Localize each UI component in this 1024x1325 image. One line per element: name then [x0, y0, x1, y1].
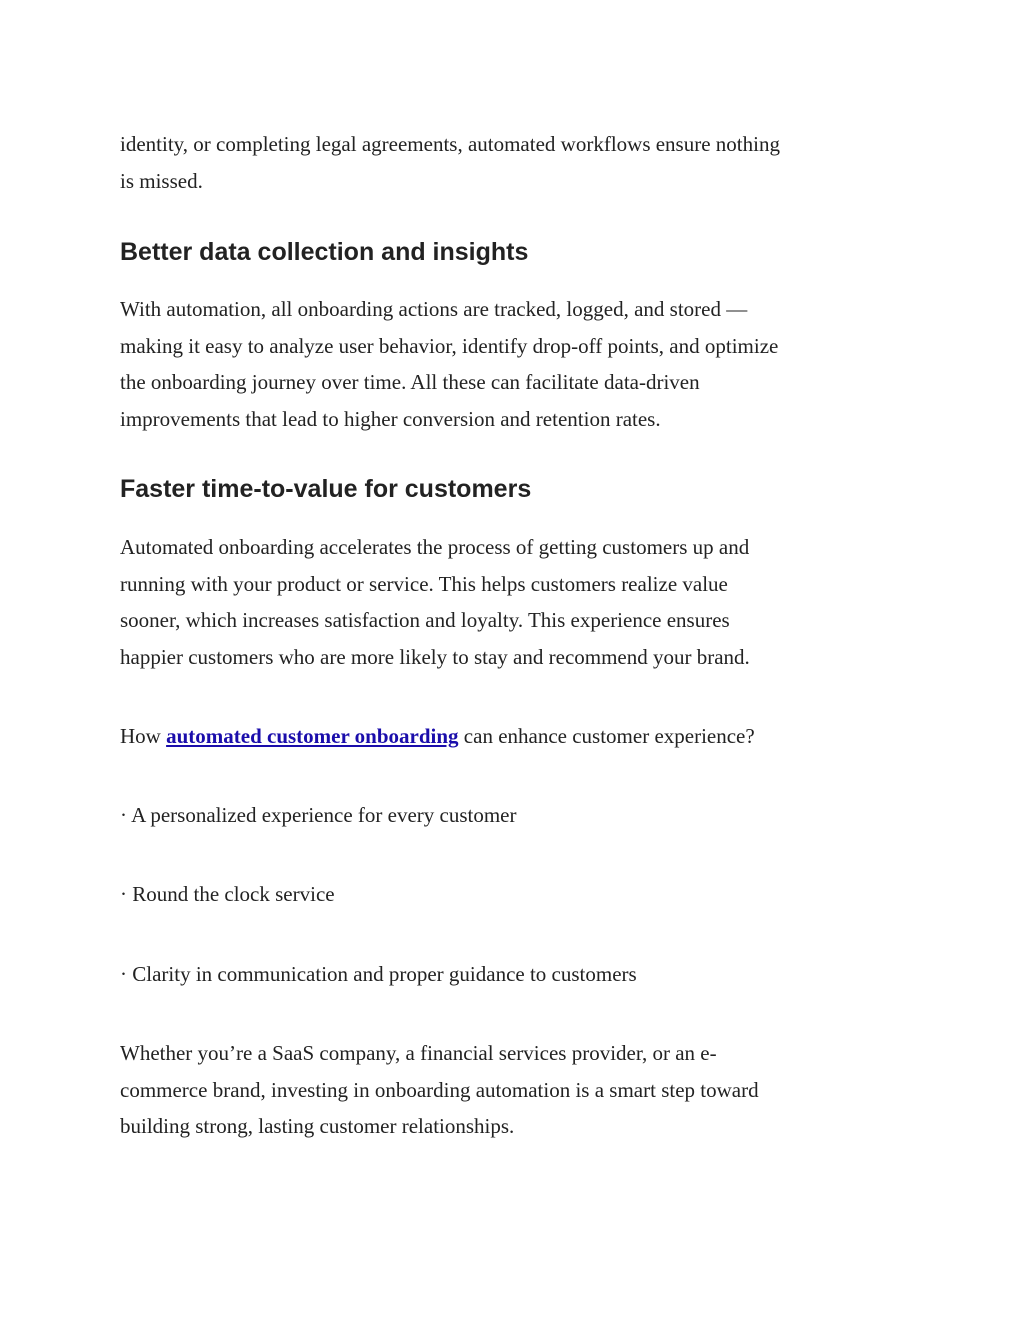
intro-line: is missed.: [120, 168, 203, 193]
paragraph-line: making it easy to analyze user behavior, identify drop-off points, and optimize: [120, 333, 779, 358]
section-heading-data-insights: Better data collection and insights: [120, 238, 529, 266]
time-to-value-paragraph: [120, 529, 910, 675]
list-item: · Round the clock service: [120, 882, 335, 906]
automated-onboarding-link[interactable]: automated customer onboarding: [166, 724, 459, 748]
intro-line: identity, or completing legal agreements, automated workflows ensure nothing: [120, 132, 780, 156]
paragraph-line: building strong, lasting customer relationships.: [120, 1114, 515, 1138]
intro-paragraph: [120, 126, 910, 199]
list-item: · Clarity in communication and proper guidance to customers: [120, 962, 637, 986]
how-prefix: How: [120, 724, 167, 748]
paragraph-line: Whether you’re a SaaS company, a financial services provider, or an e-: [120, 1041, 717, 1065]
closing-paragraph: [120, 1035, 910, 1145]
paragraph-line: the onboarding journey over time. All these can facilitate data-driven: [120, 370, 700, 394]
how-question-paragraph: [120, 718, 920, 755]
paragraph-line: commerce brand, investing in onboarding automation is a smart step toward: [120, 1077, 759, 1102]
paragraph-line: Automated onboarding accelerates the process of getting customers up and: [120, 535, 750, 559]
list-item: · A personalized experience for every customer: [120, 803, 517, 827]
paragraph-line: With automation, all onboarding actions are tracked, logged, and stored —: [120, 297, 748, 321]
paragraph-line: sooner, which increases satisfaction and loyalty. This experience ensures: [120, 608, 730, 632]
how-suffix: can enhance customer experience?: [458, 724, 755, 748]
section-heading-time-to-value: Faster time-to-value for customers: [120, 475, 532, 503]
paragraph-line: improvements that lead to higher conversion and retention rates.: [120, 406, 661, 431]
paragraph-line: happier customers who are more likely to stay and recommend your brand.: [120, 644, 750, 669]
data-insights-paragraph: [120, 291, 910, 437]
paragraph-line: running with your product or service. This helps customers realize value: [120, 571, 728, 596]
